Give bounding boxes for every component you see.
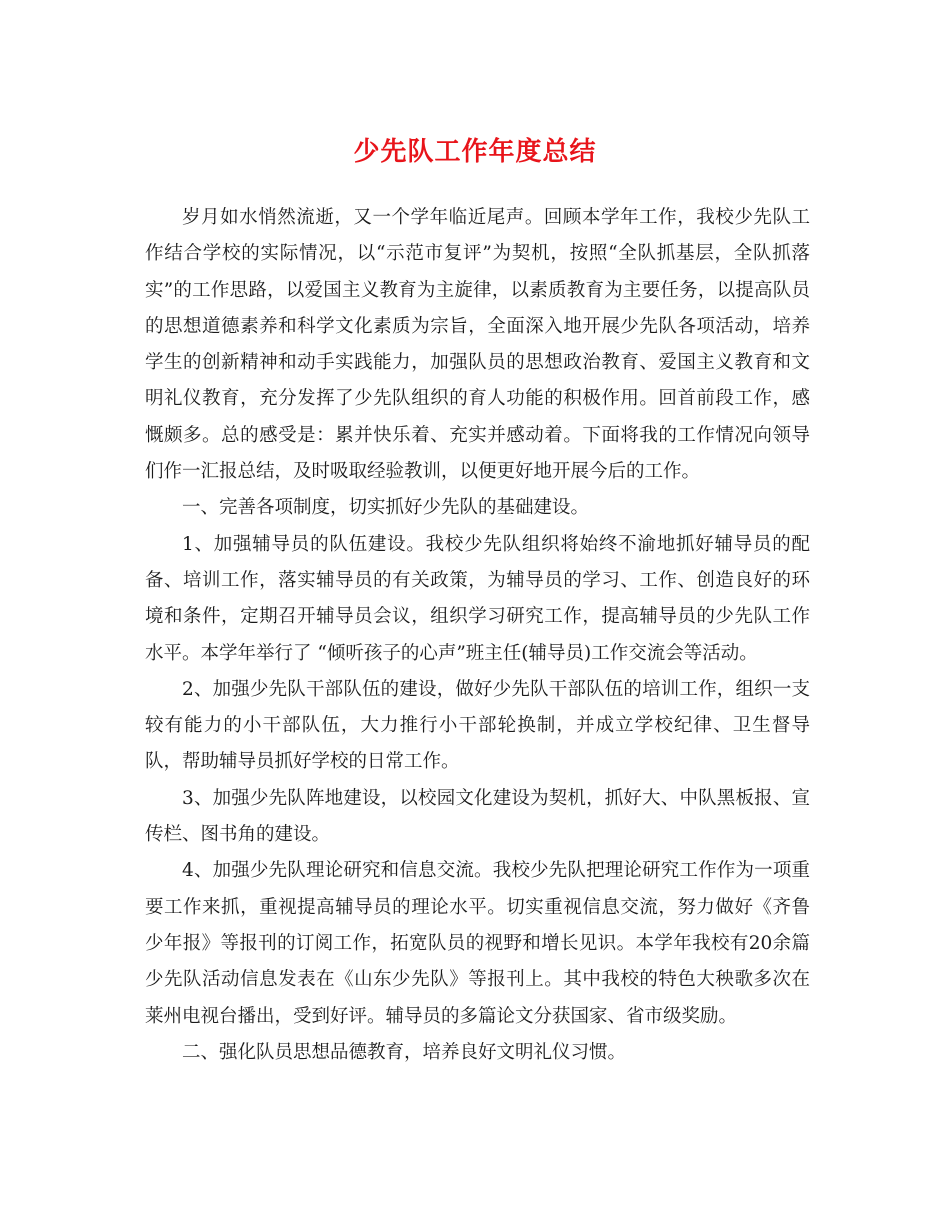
section-heading-2: 二、强化队员思想品德教育，培养良好文明礼仪习惯。 — [182, 1041, 627, 1063]
paragraph-item-3: 3、加强少先队阵地建设，以校园文化建设为契机，抓好大、中队黑板报、宣传栏、图书角的建设。 — [145, 787, 810, 846]
section-heading-1: 一、完善各项制度，切实抓好少先队的基础建设。 — [182, 497, 590, 519]
paragraph-item-4: 4、加强少先队理论研究和信息交流。我校少先队把理论研究工作作为一项重要工作来抓，重视提高辅导员的理论水平。切实重视信息交流，努力做好《齐鲁少年报》等报刊的订阅工作，拓宽队员的视野和增长见识。本学年我校有20余篇少先队活动信息发表在《山东少先队》等报刊上。其中我校的特色大秧歌多次在莱州电视台播出，受到好评。辅导员的多篇论文分获国家、省市级奖励。 — [145, 860, 810, 1027]
paragraph-item-1: 1、加强辅导员的队伍建设。我校少先队组织将始终不渝地抓好辅导员的配备、培训工作，落实辅导员的有关政策，为辅导员的学习、工作、创造良好的环境和条件，定期召开辅导员会议，组织学习研究工作，提高辅导员的少先队工作水平。本学年举行了 “倾听孩子的心声”班主任(辅导员)工作交流会等活动。 — [145, 533, 810, 664]
paragraph-intro: 岁月如水悄然流逝，又一个学年临近尾声。回顾本学年工作，我校少先队工作结合学校的实际情况，以“示范市复评”为契机，按照“全队抓基层，全队抓落实”的工作思路，以爱国主义教育为主旋律，以素质教育为主要任务，以提高队员的思想道德素养和科学文化素质为宗旨，全面深入地开展少先队各项活动，培养学生的创新精神和动手实践能力，加强队员的思想政治教育、爱国主义教育和文明礼仪教育，充分发挥了少先队组织的育人功能的积极作用。回首前段工作，感慨颇多。总的感受是：累并快乐着、充实并感动着。下面将我的工作情况向领导们作一汇报总结，及时吸取经验教训，以便更好地开展今后的工作。 — [145, 207, 810, 483]
paragraph-item-2: 2、加强少先队干部队伍的建设，做好少先队干部队伍的培训工作，组织一支较有能力的小干部队伍，大力推行小干部轮换制，并成立学校纪律、卫生督导队，帮助辅导员抓好学校的日常工作。 — [145, 678, 810, 773]
document-title: 少先队工作年度总结 — [353, 137, 597, 167]
document-body — [145, 200, 810, 1071]
